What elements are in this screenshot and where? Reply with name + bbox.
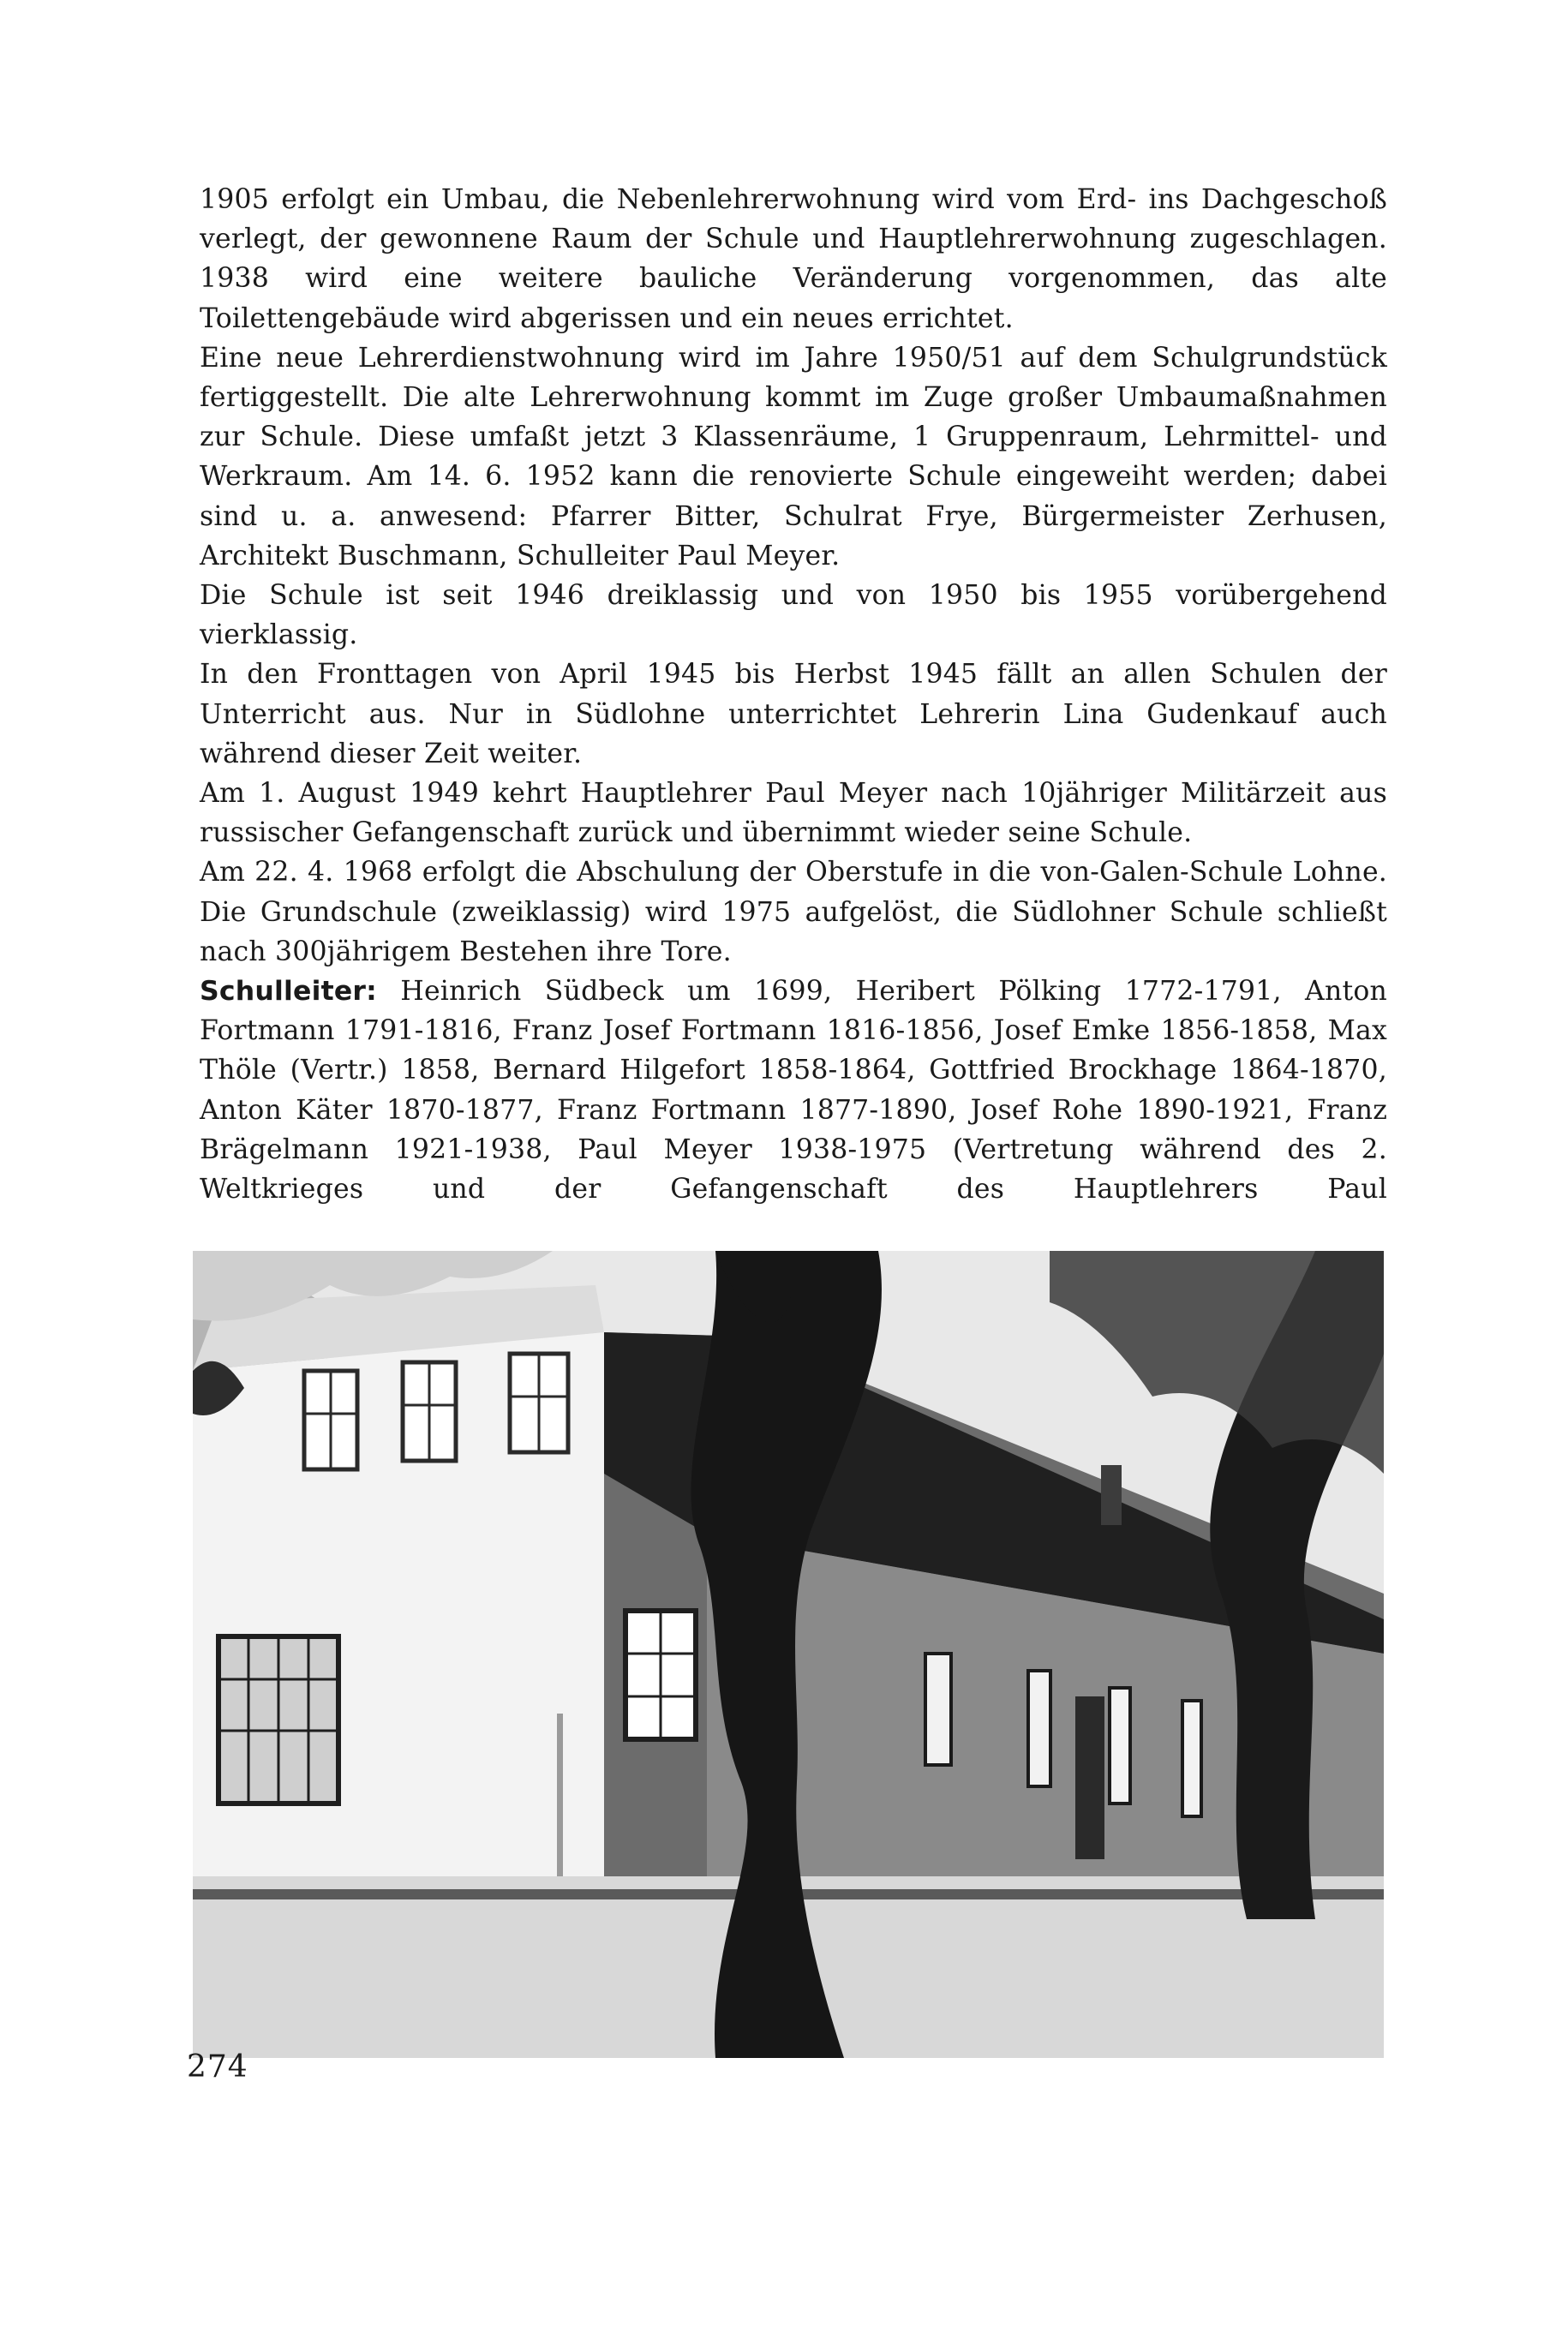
paragraph-rueckkehr: Am 1. August 1949 kehrt Hauptlehrer Paul Meyer nach 10jähriger Militärzeit aus russischer Gefangenschaft zurück und übernimmt wieder seine Schule. <box>200 778 1387 849</box>
paragraph-umbau: 1905 erfolgt ein Umbau, die Nebenlehrerwohnung wird vom Erd- ins Dachgeschoß verlegt, der gewonnene Raum der Schule und Hauptlehrerwohnung zugeschlagen. 1938 wird eine weitere bauliche Veränderung vorgenommen, das alte Toilettengebäude wird abgerissen und ein neues errichtet. <box>200 184 1387 334</box>
school-building-photo <box>193 1251 1384 2058</box>
paragraph-fronttage: In den Fronttagen von April 1945 bis Herbst 1945 fällt an allen Schulen der Unterricht aus. Nur in Südlohne unterrichtet Lehrerin Lina Gudenkauf auch während dieser Zeit weiter. <box>200 659 1387 769</box>
paragraph-abschulung: Am 22. 4. 1968 erfolgt die Abschulung der Oberstufe in die von-Galen-Schule Lohne. Die Grundschule (zweiklassig) wird 1975 aufgelöst, die Südlohner Schule schließt nach 300jährigem Bestehen ihre Tore. <box>200 857 1387 967</box>
paragraph-lehrerdienstwohnung: Eine neue Lehrerdienstwohnung wird im Jahre 1950/51 auf dem Schulgrundstück fertiggestellt. Die alte Lehrerwohnung kommt im Zuge großer Umbaumaßnahmen zur Schule. Diese umfaßt jetzt 3 Klassenräume, 1 Gruppenraum, Lehrmittel- und Werkraum. Am 14. 6. 1952 kann die renovierte Schule eingeweiht werden; dabei sind u. a. anwesend: Pfarrer Bitter, Schulrat Frye, Bürgermeister Zerhusen, Architekt Buschmann, Schulleiter Paul Meyer. <box>200 342 1387 571</box>
schulleiter-list: Heinrich Südbeck um 1699, Heribert Pölking 1772-1791, Anton Fortmann 1791-1816, Franz Josef Fortmann 1816-1856, Josef Emke 1856-1858, Max Thöle (Vertr.) 1858, Bernard Hilgefort 1858-1864, Gottfried Brockhage 1864-1870, Anton Käter 1870-1877, Franz Fortmann 1877-1890, Josef Rohe 1890-1921, Franz Brägelmann 1921-1938, Paul Meyer 1938-1975 (Vertretung während des 2. Weltkrieges und der Gefangenschaft des Hauptlehrers Paul <box>200 976 1387 1205</box>
page-number: 274 <box>187 2049 248 2085</box>
body-text <box>200 180 1387 1209</box>
paragraph-schulleiter <box>200 972 1387 1209</box>
schulleiter-label: Schulleiter: <box>200 976 377 1008</box>
paragraph-klassen: Die Schule ist seit 1946 dreiklassig und von 1950 bis 1955 vorübergehend vierklassig. <box>200 580 1387 651</box>
